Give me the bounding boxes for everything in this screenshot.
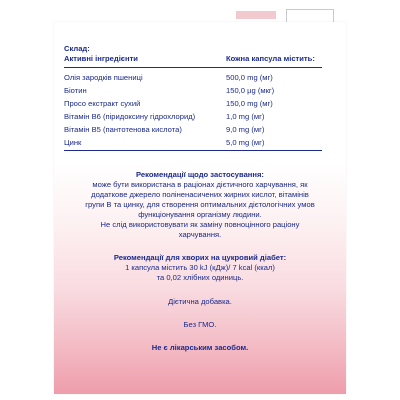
ingredient-name: Біотин [64,86,87,95]
ingredient-amount: 5,0 mg (мг) [226,138,265,147]
ingredient-amount: 150,0 µg (мкг) [226,86,275,95]
not-medicine-note: Не є лікарським засобом. [151,343,249,352]
column-header-per-capsule: Кожна капсула містить: [226,54,315,63]
recommendations-line: харчування. [178,230,222,239]
diabetes-line: 1 капсула містить 30 kJ (кДж)/ 7 kcal (ккал) [125,263,275,272]
top-flap-label-box [286,9,334,23]
recommendations-line: додаткове джерело поліненасичених жирних кислот, вітамінів [91,190,309,199]
composition-heading: Склад: [64,44,90,53]
recommendations-heading: Рекомендації щодо застосування: [136,170,264,179]
recommendations-line: може бути використана в раціонах дієтичного харчування, як [92,180,308,189]
ingredient-name: Олія зародків пшениці [64,73,143,82]
ingredient-amount: 150,0 mg (мг) [226,99,273,108]
column-header-active: Активні інгредієнти [64,54,138,63]
recommendations-line: Не слід використовувати як заміну повноцінного раціону [100,220,300,229]
ingredient-amount: 9,0 mg (мг) [226,125,265,134]
ingredient-name: Просо екстракт сухий [64,99,141,108]
table-bottom-rule [64,150,322,151]
ingredient-name: Вітамін B6 (піридоксину гідрохлорид) [64,112,196,121]
ingredient-amount: 1,0 mg (мг) [226,112,265,121]
ingredient-amount: 500,0 mg (мг) [226,73,273,82]
gmo-free-note: Без ГМО. [183,320,217,329]
top-flap-logo-fragment [236,11,276,19]
table-top-rule [64,67,322,68]
ingredient-name: Цинк [64,138,82,147]
recommendations-line: функціонування організму людини. [138,210,262,219]
ingredient-name: Вітамін B5 (пантотенова кислота) [64,125,182,134]
diabetes-heading: Рекомендації для хворих на цукровий діабет: [113,253,287,262]
recommendations-line: групи B та цинку, для створення оптимальних дієтологічних умов [85,200,315,209]
diabetes-line: та 0,02 хлібних одиниць. [156,273,244,282]
dietary-supplement-note: Дієтична добавка. [168,297,232,306]
